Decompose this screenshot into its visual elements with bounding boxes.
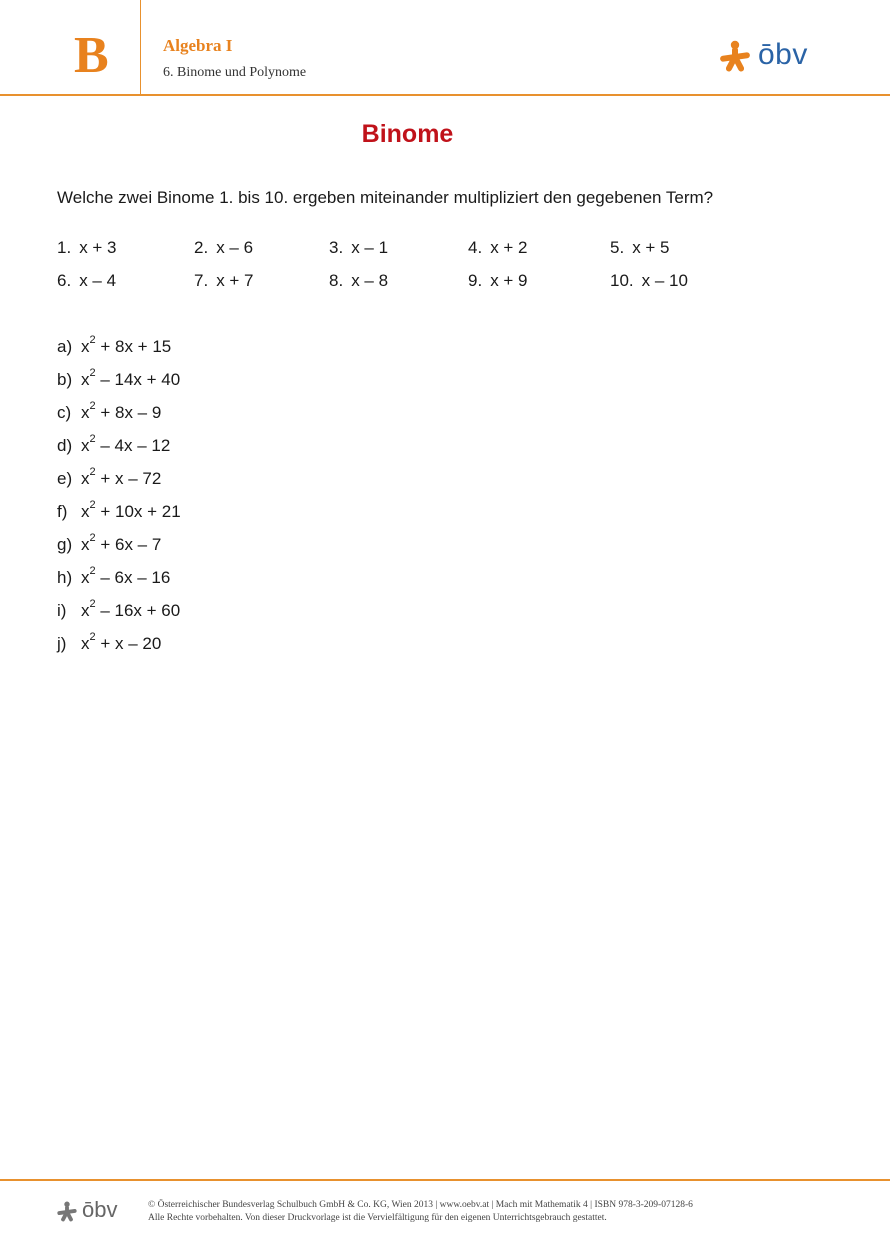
footer-divider <box>0 1179 890 1181</box>
footer-logo-text: ōbv <box>82 1197 118 1222</box>
copyright-line-2: Alle Rechte vorbehalten. Von dieser Druckvorlage ist die Vervielfältigung für den eigenen Unterrichtsgebrauch gestattet. <box>148 1213 607 1223</box>
copyright-text <box>148 1199 693 1225</box>
task-item: d) $x^2 - 4x - 12$ <box>57 433 171 455</box>
header-subtitle: 6. Binome und Polynome <box>163 65 307 80</box>
binome-item: 2. x – 6 <box>194 238 254 257</box>
task-item: h) $x^2 - 6x - 16$ <box>57 565 171 587</box>
binome-item: 10. x – 10 <box>610 271 688 290</box>
chapter-letter: B <box>74 27 109 84</box>
page-title: Binome <box>361 120 454 148</box>
page-header <box>0 0 890 96</box>
task-item: g) $x^2 + 6x - 7$ <box>57 532 162 554</box>
task-item: e) $x^2 + x - 72$ <box>57 466 162 488</box>
obv-star-icon <box>56 1201 78 1223</box>
task-item: a) $x^2 + 8x + 15$ <box>57 334 172 356</box>
header-title: Algebra I <box>163 36 233 55</box>
copyright-line-1: © Österreichischer Bundesverlag Schulbuch GmbH & Co. KG, Wien 2013 | www.oebv.at | Mach mit Mathematik 4 | ISBN 978-3-209-07128-6 <box>148 1200 693 1210</box>
question-text: Welche zwei Binome 1. bis 10. ergeben miteinander multipliziert den gegebenen Term? <box>57 188 714 207</box>
header-divider <box>140 0 141 94</box>
binome-item: 5. x + 5 <box>610 238 670 257</box>
task-item: c) $x^2 + 8x - 9$ <box>57 400 162 422</box>
task-item: b) $x^2 - 14x + 40$ <box>57 367 181 389</box>
binome-item: 6. x – 4 <box>57 271 117 290</box>
task-item: j) $x^2 + x - 20$ <box>57 631 162 653</box>
task-item: i) $x^2 - 16x + 60$ <box>57 598 181 620</box>
obv-star-icon <box>718 40 752 74</box>
binome-item: 3. x – 1 <box>329 238 389 257</box>
binome-item: 7. x + 7 <box>194 271 254 290</box>
logo-text: ōbv <box>758 38 808 71</box>
binome-item: 8. x – 8 <box>329 271 389 290</box>
binome-item: 1. x + 3 <box>57 238 117 257</box>
binome-item: 9. x + 9 <box>468 271 528 290</box>
task-item: f) $x^2 + 10x + 21$ <box>57 499 181 521</box>
binome-item: 4. x + 2 <box>468 238 528 257</box>
